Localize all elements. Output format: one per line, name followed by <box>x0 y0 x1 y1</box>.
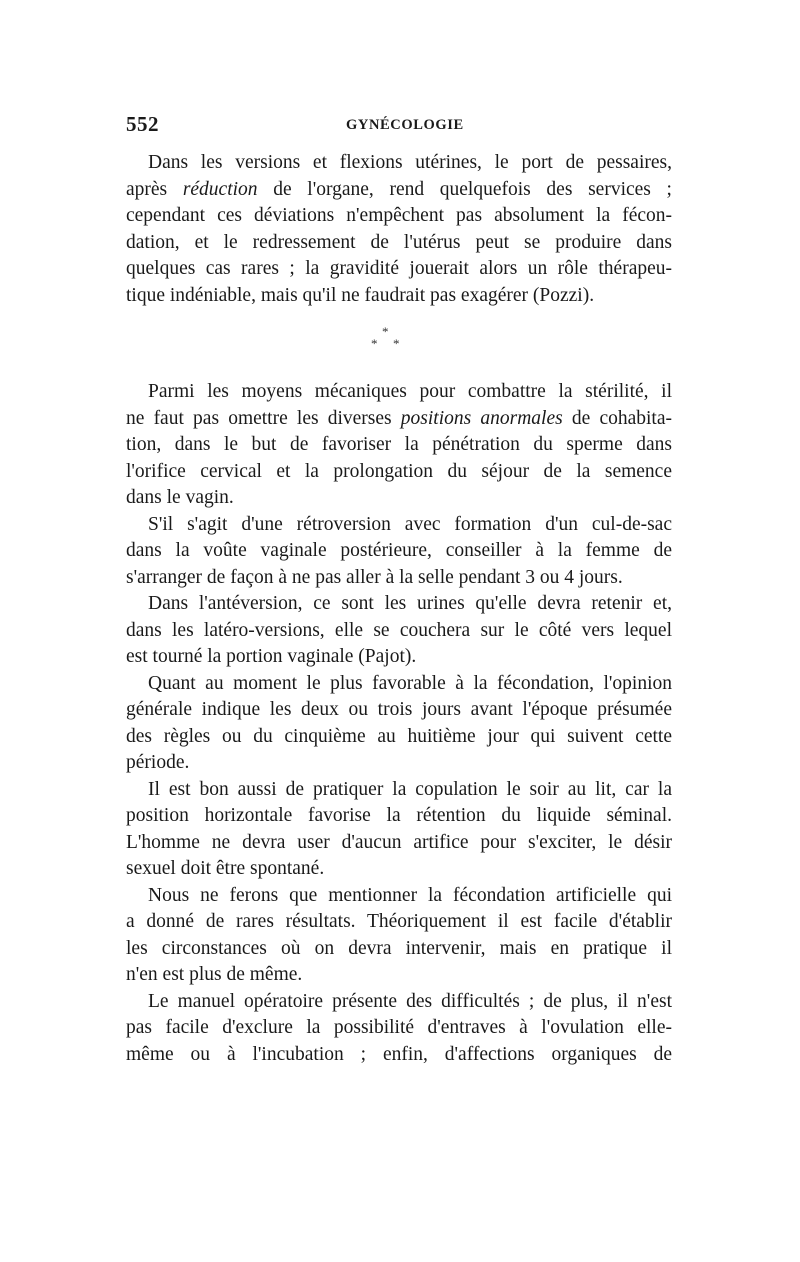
text-line: générale indique les deux ou trois jours avant l'époque présumée <box>126 699 672 720</box>
asterism <box>371 325 411 361</box>
text-line: quelques cas rares ; la gravidité jouerait alors un rôle thérapeu- <box>126 258 672 279</box>
page-number: 552 <box>126 112 159 136</box>
text-line: dans le vagin. <box>126 487 234 508</box>
text-line: position horizontale favorise la rétention du liquide séminal. <box>126 805 672 826</box>
text-line: l'orifice cervical et la prolongation du séjour de la semence <box>126 460 672 482</box>
text-line: tion, dans le but de favoriser la pénétration du sperme dans <box>126 434 672 455</box>
text-line: s'arranger de façon à ne pas aller à la selle pendant 3 ou 4 jours. <box>126 566 623 588</box>
text-line: Dans l'antéversion, ce sont les urines qu'elle devra retenir et, <box>148 593 672 614</box>
text-line: dans les latéro-versions, elle se couchera sur le côté vers lequel <box>126 619 672 641</box>
text-line: tique indéniable, mais qu'il ne faudrait pas exagérer (Pozzi). <box>126 284 595 306</box>
text-line: période. <box>126 752 190 773</box>
asterism-star: * <box>371 336 378 351</box>
text-line: des règles ou du cinquième au huitième jour qui suivent cette <box>126 725 672 747</box>
running-head <box>126 112 682 142</box>
text-line: n'en est plus de même. <box>126 964 303 985</box>
text-line: cependant ces déviations n'empêchent pas absolument la fécon- <box>126 205 672 226</box>
text-line: dation, et le redressement de l'utérus peut se produire dans <box>126 231 672 253</box>
section-break <box>126 309 672 379</box>
text-line: est tourné la portion vaginale (Pajot). <box>126 646 417 667</box>
text-line: même ou à l'incubation ; enfin, d'affections organiques de <box>126 1043 672 1065</box>
text-line: S'il s'agit d'une rétroversion avec formation d'un cul-de-sac <box>148 513 672 535</box>
text-line: a donné de rares résultats. Théoriquement il est facile d'établir <box>126 911 672 932</box>
running-title: GYNÉCOLOGIE <box>346 117 464 133</box>
text-line: sexuel doit être spontané. <box>126 858 325 879</box>
text-line: pas facile d'exclure la possibilité d'entraves à l'ovulation elle- <box>126 1017 672 1038</box>
asterism-star: * <box>382 324 389 339</box>
text-line: ne faut pas omettre les diverses positions anormales de cohabita- <box>126 407 673 429</box>
text-line: Dans les versions et flexions utérines, le port de pessaires, <box>148 152 672 173</box>
text-line: L'homme ne devra user d'aucun artifice pour s'exciter, le désir <box>126 831 672 853</box>
text-line: dans la voûte vaginale postérieure, conseiller à la femme de <box>126 540 672 561</box>
text-line: Nous ne ferons que mentionner la fécondation artificielle qui <box>148 884 672 906</box>
text-line: Le manuel opératoire présente des difficultés ; de plus, il n'est <box>148 990 672 1012</box>
asterism-star: * <box>393 336 400 351</box>
text-line: après réduction de l'organe, rend quelquefois des services ; <box>126 178 672 200</box>
text-line: Quant au moment le plus favorable à la fécondation, l'opinion <box>148 672 672 694</box>
text-line: Parmi les moyens mécaniques pour combattre la stérilité, il <box>148 381 672 402</box>
text-line: les circonstances où on devra intervenir, mais en pratique il <box>126 937 672 959</box>
text-line: Il est bon aussi de pratiquer la copulation le soir au lit, car la <box>148 778 672 800</box>
body-text <box>126 150 672 1068</box>
